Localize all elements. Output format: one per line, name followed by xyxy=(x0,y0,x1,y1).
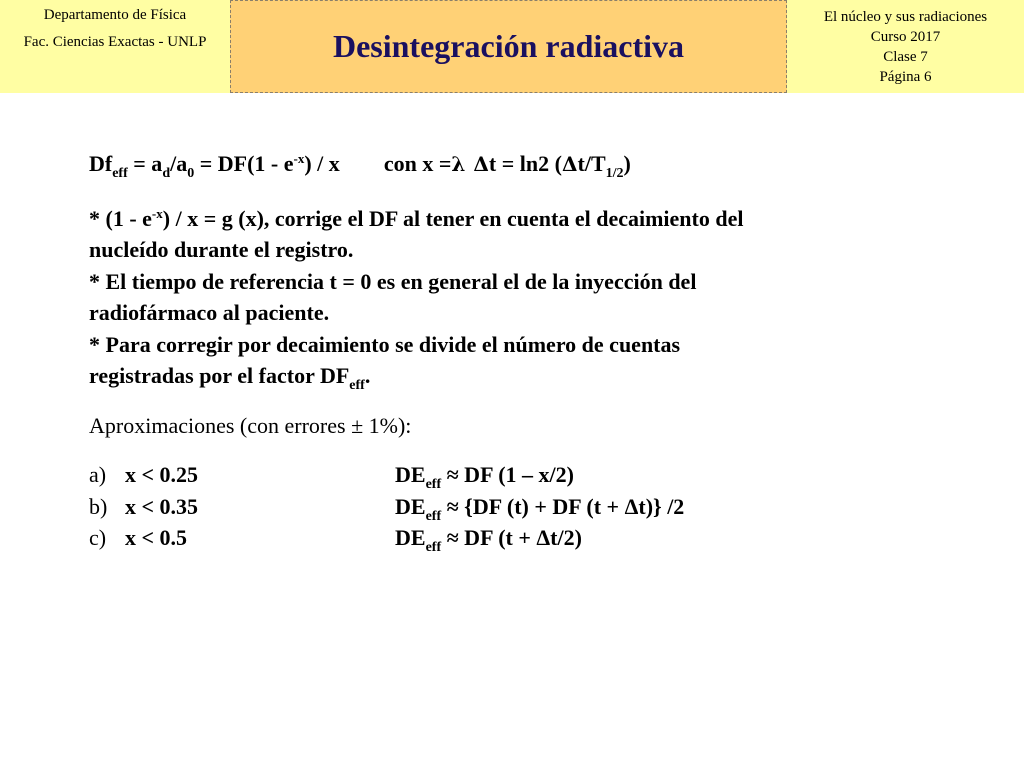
course-year-label: Curso 2017 xyxy=(870,29,941,45)
formula-zero-subscript: 0 xyxy=(187,166,195,181)
approximation-row-a xyxy=(89,459,949,491)
formula-slash-a: /a xyxy=(170,151,188,176)
page-number-label: Página 6 xyxy=(879,69,932,85)
plus-minus-symbol: ± xyxy=(351,412,364,438)
row-condition: x < 0.5 xyxy=(125,525,188,550)
formula-t-over: t/T xyxy=(577,151,606,176)
row-label: c) xyxy=(89,525,107,550)
row-condition: x < 0.35 xyxy=(125,493,199,519)
note-1-exponent: -x xyxy=(151,205,163,221)
note-3-subscript: eff xyxy=(349,378,365,393)
row-subscript: eff xyxy=(425,540,442,555)
note-1-b: ) / x = g (x), corrige el DF al tener en cuenta el decaimiento del xyxy=(162,205,744,231)
main-formula xyxy=(89,148,949,181)
formula-t-eq: t = ln2 ( xyxy=(488,151,562,176)
row-expression: ≈ {DF (t) + DF (t + Δt)} /2 xyxy=(441,493,685,519)
approx-heading-b: 1%): xyxy=(363,412,412,438)
row-condition: x < 0.25 xyxy=(125,462,199,487)
formula-eq: = a xyxy=(127,151,163,176)
row-subscript: eff xyxy=(425,508,442,524)
formula-tail: ) / x xyxy=(304,151,340,176)
note-1-line-2: nucleído durante el registro. xyxy=(89,237,354,262)
approximation-row-c xyxy=(89,522,949,554)
delta-symbol: Δ xyxy=(561,152,578,176)
delta-symbol: Δ xyxy=(473,152,489,176)
row-label: a) xyxy=(89,462,107,487)
approximations-heading xyxy=(89,410,949,442)
row-subscript: eff xyxy=(425,477,442,492)
department-label: Departamento de Física xyxy=(43,7,187,23)
row-label: b) xyxy=(89,493,108,519)
slide-content xyxy=(89,148,949,554)
note-2-line-1: * El tiempo de referencia t = 0 es en general el de la inyección del xyxy=(89,268,697,294)
header-left-box xyxy=(0,0,230,93)
course-topic-label: El núcleo y sus radiaciones xyxy=(823,9,988,25)
formula-rest: = DF(1 - e xyxy=(194,151,294,176)
notes-block xyxy=(89,203,949,392)
approximation-row-b xyxy=(89,491,949,523)
faculty-label: Fac. Ciencias Exactas - UNLP xyxy=(23,34,207,50)
row-de: DE xyxy=(395,525,426,550)
row-expression: ≈ DF (1 – x/2) xyxy=(441,462,574,487)
header-right-box xyxy=(787,0,1024,93)
formula-eff-subscript: eff xyxy=(112,166,128,181)
page-title: Desintegración radiactiva xyxy=(332,28,685,64)
formula-half-subscript: 1/2 xyxy=(605,166,624,181)
row-de: DE xyxy=(395,462,426,487)
note-1-a: * (1 - e xyxy=(89,205,152,231)
formula-close: ) xyxy=(623,151,631,176)
formula-d-subscript: d xyxy=(162,166,171,181)
note-1-line-1 xyxy=(89,203,949,235)
note-3-end: . xyxy=(364,363,371,388)
formula-df: Df xyxy=(89,151,113,176)
note-2-line-2: radiofármaco al paciente. xyxy=(89,300,330,325)
formula-exponent: -x xyxy=(293,151,305,166)
note-3-line-2 xyxy=(89,360,949,392)
note-3-line-1: * Para corregir por decaimiento se divide el número de cuentas xyxy=(89,331,681,357)
row-de: DE xyxy=(395,493,426,519)
approx-heading-a: Aproximaciones (con errores xyxy=(89,412,352,438)
note-3-b: registradas por el factor DF xyxy=(89,363,350,388)
class-number-label: Clase 7 xyxy=(883,49,928,65)
lambda-symbol: λ xyxy=(451,152,466,176)
formula-con: con x = xyxy=(383,151,452,176)
header-title-box xyxy=(230,0,787,93)
row-expression: ≈ DF (t + Δt/2) xyxy=(441,525,582,550)
